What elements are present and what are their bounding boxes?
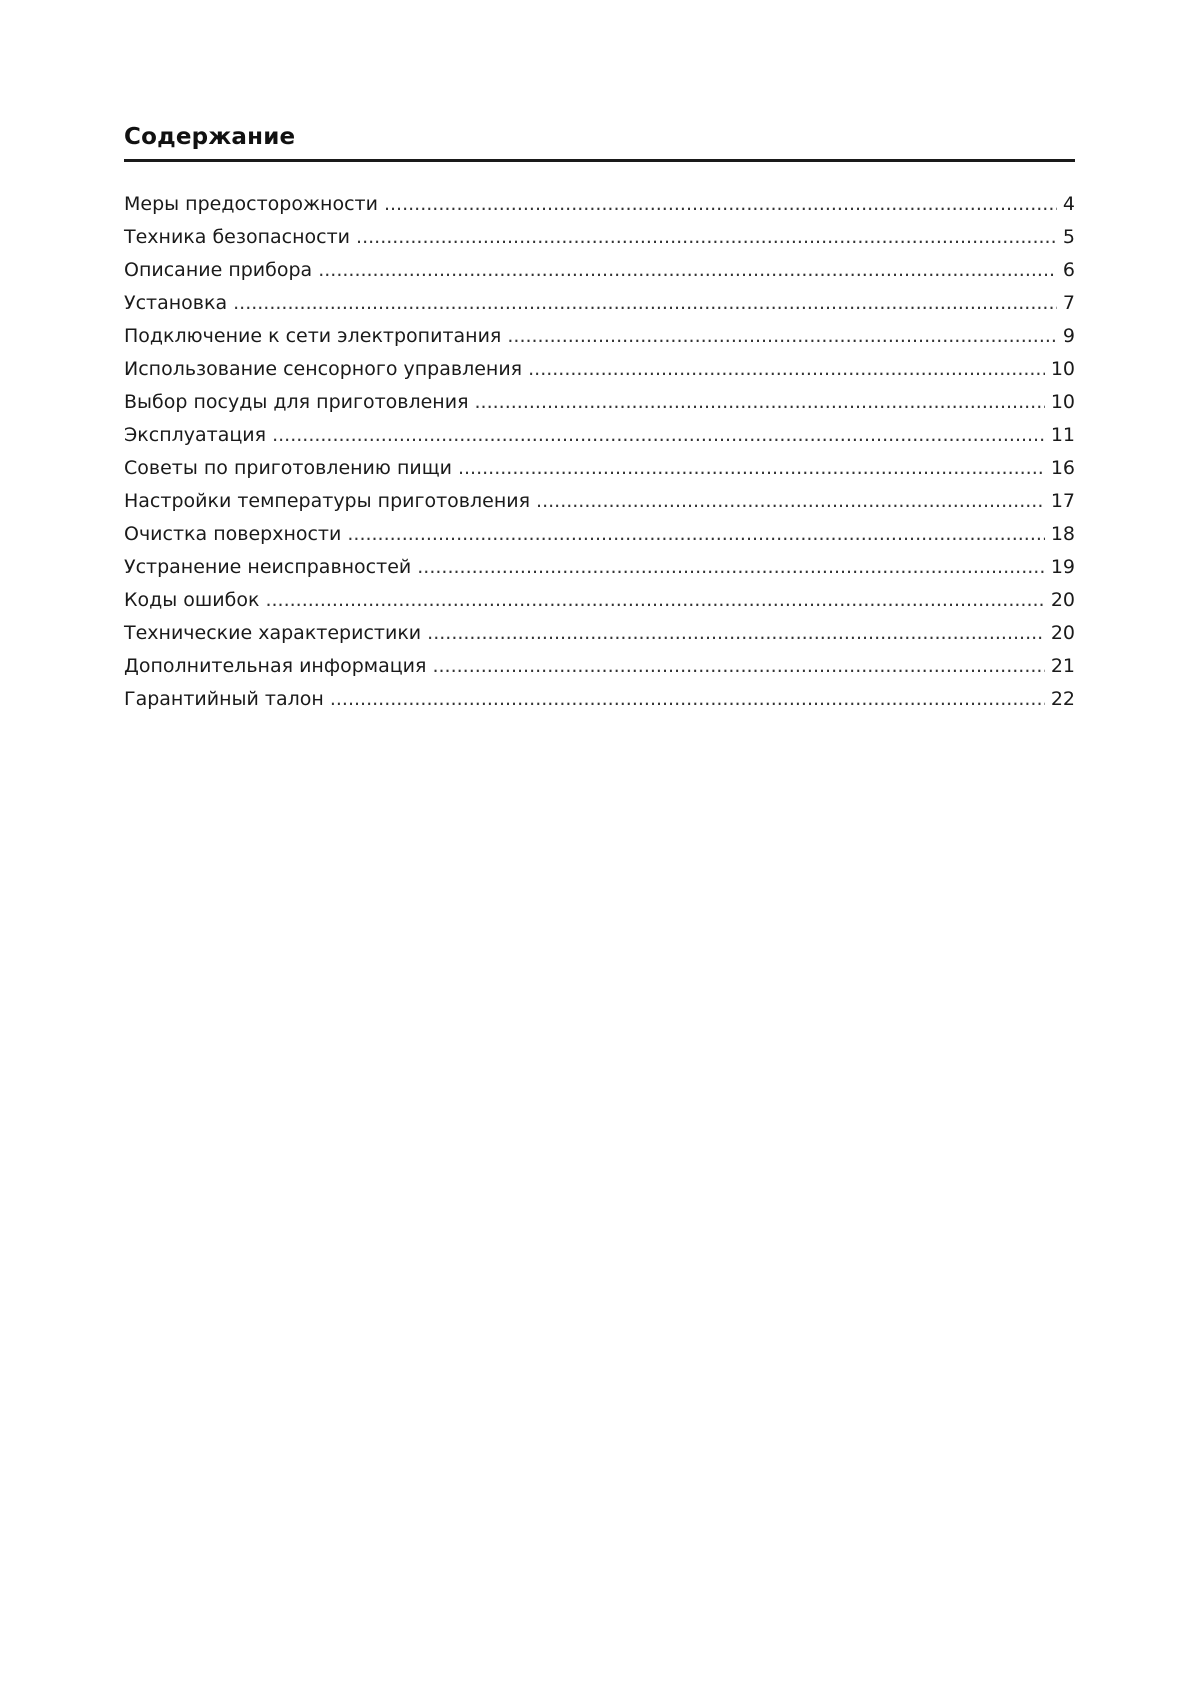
toc-entry-label: Эксплуатация — [124, 424, 267, 446]
dot-leader — [356, 221, 1057, 254]
toc-page-number: 5 — [1062, 226, 1075, 248]
dot-leader — [528, 353, 1045, 386]
toc-page-number: 18 — [1050, 523, 1075, 545]
toc-page-number: 19 — [1050, 556, 1075, 578]
dot-leader — [475, 386, 1045, 419]
toc-entry-label: Установка — [124, 292, 228, 314]
toc-entry[interactable] — [124, 419, 1075, 452]
table-of-contents — [124, 188, 1075, 716]
toc-page-number: 16 — [1050, 457, 1075, 479]
toc-page-number: 10 — [1050, 391, 1075, 413]
dot-leader — [272, 419, 1045, 452]
dot-leader — [384, 188, 1057, 221]
title-underline-divider — [124, 159, 1075, 162]
toc-entry-label: Технические характеристики — [124, 622, 422, 644]
toc-page-number: 10 — [1050, 358, 1075, 380]
toc-entry-label: Использование сенсорного управления — [124, 358, 523, 380]
dot-leader — [417, 551, 1045, 584]
toc-entry[interactable] — [124, 386, 1075, 419]
toc-entry[interactable] — [124, 650, 1075, 683]
dot-leader — [265, 584, 1044, 617]
toc-page-number: 11 — [1050, 424, 1075, 446]
dot-leader — [318, 254, 1057, 287]
toc-entry[interactable] — [124, 551, 1075, 584]
toc-entry[interactable] — [124, 452, 1075, 485]
toc-entry-label: Меры предосторожности — [124, 193, 378, 215]
toc-entry[interactable] — [124, 584, 1075, 617]
dot-leader — [507, 320, 1057, 353]
toc-entry[interactable] — [124, 221, 1075, 254]
toc-entry[interactable] — [124, 683, 1075, 716]
toc-page-number: 9 — [1062, 325, 1075, 347]
toc-page-number: 17 — [1050, 490, 1075, 512]
toc-entry-label: Подключение к сети электропитания — [124, 325, 502, 347]
toc-page-number: 20 — [1050, 589, 1075, 611]
toc-entry[interactable] — [124, 320, 1075, 353]
toc-entry-label: Описание прибора — [124, 259, 313, 281]
toc-page-number: 6 — [1062, 259, 1075, 281]
toc-entry-label: Выбор посуды для приготовления — [124, 391, 469, 413]
toc-page-number: 4 — [1062, 193, 1075, 215]
dot-leader — [432, 650, 1044, 683]
dot-leader — [330, 683, 1045, 716]
toc-entry[interactable] — [124, 287, 1075, 320]
toc-entry-label: Дополнительная информация — [124, 655, 427, 677]
toc-entry-label: Коды ошибок — [124, 589, 260, 611]
page-title: Содержание — [124, 124, 296, 150]
toc-entry[interactable] — [124, 254, 1075, 287]
dot-leader — [427, 617, 1045, 650]
dot-leader — [536, 485, 1045, 518]
toc-entry-label: Очистка поверхности — [124, 523, 342, 545]
toc-page-number: 7 — [1062, 292, 1075, 314]
toc-page-number: 22 — [1050, 688, 1075, 710]
toc-entry-label: Устранение неисправностей — [124, 556, 412, 578]
toc-entry[interactable] — [124, 188, 1075, 221]
toc-page-number: 20 — [1050, 622, 1075, 644]
toc-entry[interactable] — [124, 617, 1075, 650]
dot-leader — [347, 518, 1044, 551]
toc-page-number: 21 — [1050, 655, 1075, 677]
toc-entry[interactable] — [124, 518, 1075, 551]
dot-leader — [458, 452, 1045, 485]
toc-entry[interactable] — [124, 485, 1075, 518]
toc-entry-label: Техника безопасности — [124, 226, 351, 248]
toc-entry-label: Гарантийный талон — [124, 688, 324, 710]
dot-leader — [233, 287, 1057, 320]
toc-entry-label: Настройки температуры приготовления — [124, 490, 531, 512]
toc-entry-label: Советы по приготовлению пищи — [124, 457, 452, 479]
toc-entry[interactable] — [124, 353, 1075, 386]
